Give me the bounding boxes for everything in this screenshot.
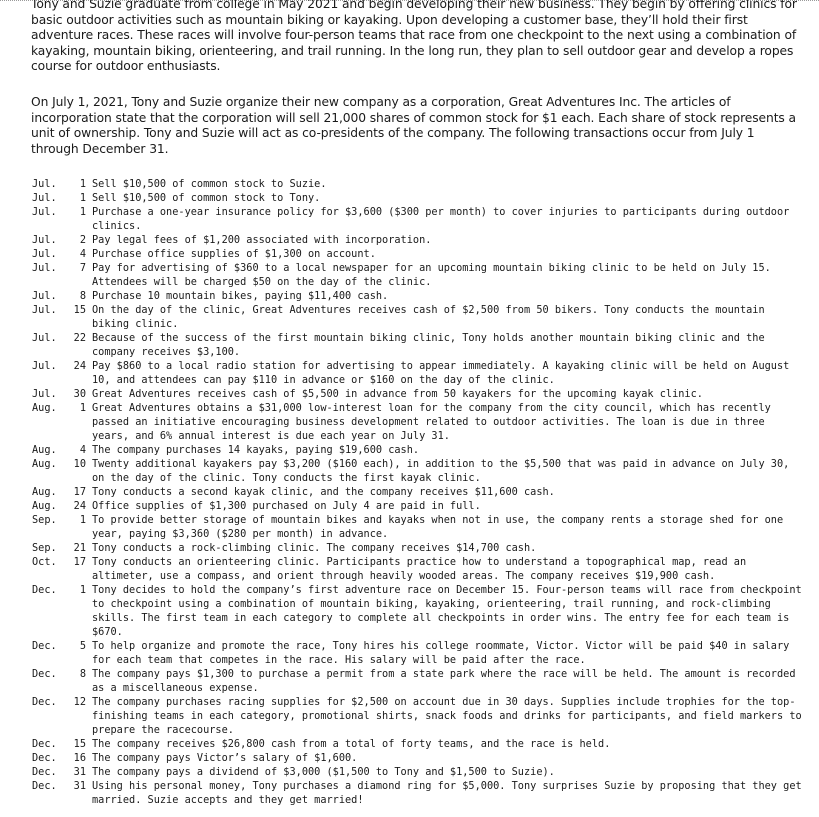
transaction-day: 24	[73, 360, 86, 372]
transaction-row	[32, 443, 807, 457]
transaction-row	[32, 555, 807, 583]
transaction-day: 16	[73, 752, 86, 764]
transaction-month: Oct.	[32, 556, 57, 568]
company-formation-paragraph: On July 1, 2021, Tony and Suzie organize their new company as a corporation, Great Adventures Inc. The articles of incorporation state that the corporation will sell 21,000 shares of common stock for $1 each. Each share of stock represents a unit of ownership. Tony and Suzie will act as co-presidents of the company. The following transactions occur from July 1 through December 31.	[31, 95, 796, 156]
intro-paragraph: Tony and Suzie graduate from college in May 2021 and begin developing their new business. They begin by offering clinics for basic outdoor activities such as mountain biking or kayaking. Upon developing a customer base, they’ll hold their first adventure races. These races will involve four-person teams that race from one checkpoint to the next using a combination of kayaking, mountain biking, orienteering, and trail running. In the long run, they plan to sell outdoor gear and develop a ropes course for outdoor enthusiasts.	[31, 0, 797, 74]
transaction-month: Jul.	[32, 178, 57, 190]
transaction-row	[32, 401, 807, 443]
transaction-description: Pay $860 to a local radio station for advertising to appear immediately. A kayaking clinic will be held on August 10, and attendees can pay $110 in advance or $160 on the day of the clinic.	[92, 360, 790, 386]
transaction-month: Jul.	[32, 388, 57, 400]
transaction-description: Tony conducts an orienteering clinic. Participants practice how to understand a topographical map, read an altimeter, use a compass, and orient through heavily wooded areas. The company receives $19,900 cash.	[92, 556, 747, 582]
transaction-description: The company purchases racing supplies for $2,500 on account due in 30 days. Supplies include trophies for the top-finishing teams in each category, promotional shirts, snack foods and drinks for participants, and field markers to prepare the racecourse.	[92, 696, 802, 736]
transaction-description: Great Adventures receives cash of $5,500 in advance from 50 kayakers for the upcoming kayak clinic.	[92, 388, 703, 400]
transaction-day: 7	[79, 262, 86, 274]
transaction-day: 22	[73, 332, 86, 344]
transaction-description: Sell $10,500 of common stock to Tony.	[92, 192, 321, 204]
transaction-row	[32, 499, 807, 513]
transaction-month: Dec.	[32, 752, 57, 764]
transaction-day: 1	[79, 584, 86, 596]
transaction-month: Dec.	[32, 766, 57, 778]
transaction-row	[32, 779, 807, 807]
transaction-month: Dec.	[32, 584, 57, 596]
transaction-row	[32, 261, 807, 289]
transaction-row	[32, 485, 807, 499]
transaction-day: 1	[79, 206, 86, 218]
transaction-day: 8	[79, 668, 86, 680]
transaction-day: 1	[79, 514, 86, 526]
transaction-month: Dec.	[32, 696, 57, 708]
transaction-row	[32, 667, 807, 695]
transaction-description: Tony conducts a rock-climbing clinic. The company receives $14,700 cash.	[92, 542, 537, 554]
transaction-description: The company receives $26,800 cash from a total of forty teams, and the race is held.	[92, 738, 611, 750]
transaction-month: Aug.	[32, 402, 57, 414]
transaction-row	[32, 695, 807, 737]
transaction-month: Jul.	[32, 332, 57, 344]
transaction-row	[32, 513, 807, 541]
transaction-month: Aug.	[32, 458, 57, 470]
transaction-row	[32, 205, 807, 233]
transaction-description: Tony conducts a second kayak clinic, and the company receives $11,600 cash.	[92, 486, 555, 498]
transaction-month: Jul.	[32, 304, 57, 316]
transaction-month: Jul.	[32, 290, 57, 302]
transaction-description: Great Adventures obtains a $31,000 low-interest loan for the company from the city council, which has recently passed an initiative encouraging business development related to outdoor activities. The loan is due in three years, and 6% annual interest is due each year on July 31.	[92, 402, 771, 442]
transaction-month: Jul.	[32, 192, 57, 204]
transaction-day: 10	[73, 458, 86, 470]
transaction-description: The company pays a dividend of $3,000 ($1,500 to Tony and $1,500 to Suzie).	[92, 766, 555, 778]
transaction-day: 24	[73, 500, 86, 512]
transaction-day: 15	[73, 304, 86, 316]
transaction-description: Tony decides to hold the company’s first adventure race on December 15. Four-person teams will race from checkpoint to checkpoint using a combination of mountain biking, kayaking, orienteering, trail running, and rock-climbing skills. The first team in each category to complete all checkpoints in order wins. The entry fee for each team is $670.	[92, 584, 802, 638]
transaction-month: Jul.	[32, 248, 57, 260]
transaction-day: 15	[73, 738, 86, 750]
transaction-month: Dec.	[32, 668, 57, 680]
transaction-description: Purchase 10 mountain bikes, paying $11,400 cash.	[92, 290, 389, 302]
transaction-row	[32, 247, 807, 261]
transaction-month: Jul.	[32, 262, 57, 274]
transaction-day: 4	[79, 248, 86, 260]
transaction-month: Dec.	[32, 738, 57, 750]
transaction-description: On the day of the clinic, Great Adventures receives cash of $2,500 from 50 bikers. Tony conducts the mountain biking clinic.	[92, 304, 765, 330]
transaction-month: Jul.	[32, 234, 57, 246]
transaction-month: Aug.	[32, 486, 57, 498]
transaction-description: Sell $10,500 of common stock to Suzie.	[92, 178, 327, 190]
transaction-description: Because of the success of the first mountain biking clinic, Tony holds another mountain biking clinic and the company receives $3,100.	[92, 332, 765, 358]
transaction-description: Pay for advertising of $360 to a local newspaper for an upcoming mountain biking clinic to be held on July 15. Attendees will be charged $50 on the day of the clinic.	[92, 262, 771, 288]
transaction-description: The company pays $1,300 to purchase a permit from a state park where the race will be held. The amount is recorded as a miscellaneous expense.	[92, 668, 796, 694]
transaction-day: 1	[79, 178, 86, 190]
transaction-description: Pay legal fees of $1,200 associated with incorporation.	[92, 234, 432, 246]
transaction-day: 17	[73, 556, 86, 568]
transaction-row	[32, 387, 807, 401]
transaction-row	[32, 233, 807, 247]
transaction-row	[32, 639, 807, 667]
transaction-day: 30	[73, 388, 86, 400]
transaction-day: 31	[73, 766, 86, 778]
transaction-description: Office supplies of $1,300 purchased on July 4 are paid in full.	[92, 500, 481, 512]
transaction-description: The company pays Victor’s salary of $1,600.	[92, 752, 358, 764]
transaction-day: 1	[79, 192, 86, 204]
transaction-day: 5	[79, 640, 86, 652]
transaction-row	[32, 737, 807, 751]
transaction-row	[32, 457, 807, 485]
transaction-row	[32, 751, 807, 765]
transaction-description: Purchase office supplies of $1,300 on account.	[92, 248, 376, 260]
transaction-row	[32, 191, 807, 205]
transaction-row	[32, 331, 807, 359]
transaction-row	[32, 303, 807, 331]
transaction-month: Sep.	[32, 514, 57, 526]
transaction-day: 1	[79, 402, 86, 414]
transaction-day: 17	[73, 486, 86, 498]
transaction-row	[32, 359, 807, 387]
transaction-description: To help organize and promote the race, Tony hires his college roommate, Victor. Victor will be paid $40 in salary for each team that competes in the race. His salary will be paid after the race.	[92, 640, 790, 666]
transaction-month: Jul.	[32, 206, 57, 218]
transaction-month: Dec.	[32, 640, 57, 652]
transaction-row	[32, 765, 807, 779]
transaction-row	[32, 177, 807, 191]
transaction-day: 8	[79, 290, 86, 302]
transaction-month: Aug.	[32, 444, 57, 456]
transaction-description: Using his personal money, Tony purchases a diamond ring for $5,000. Tony surprises Suzie by proposing that they get married. Suzie accepts and they get married!	[92, 780, 802, 806]
transaction-month: Sep.	[32, 542, 57, 554]
transaction-day: 21	[73, 542, 86, 554]
transaction-description: Purchase a one-year insurance policy for $3,600 ($300 per month) to cover injuries to participants during outdoor clinics.	[92, 206, 790, 232]
transaction-month: Aug.	[32, 500, 57, 512]
transaction-list	[32, 177, 807, 807]
transaction-row	[32, 289, 807, 303]
transaction-day: 2	[79, 234, 86, 246]
transaction-description: To provide better storage of mountain bikes and kayaks when not in use, the company rents a storage shed for one year, paying $3,360 ($280 per month) in advance.	[92, 514, 784, 540]
transaction-row	[32, 541, 807, 555]
transaction-day: 4	[79, 444, 86, 456]
transaction-month: Jul.	[32, 360, 57, 372]
transaction-description: The company purchases 14 kayaks, paying $19,600 cash.	[92, 444, 420, 456]
transaction-day: 12	[73, 696, 86, 708]
transaction-day: 31	[73, 780, 86, 792]
transaction-description: Twenty additional kayakers pay $3,200 ($160 each), in addition to the $5,500 that was paid in advance on July 30, on the day of the clinic. Tony conducts the first kayak clinic.	[92, 458, 790, 484]
transaction-month: Dec.	[32, 780, 57, 792]
transaction-row	[32, 583, 807, 639]
